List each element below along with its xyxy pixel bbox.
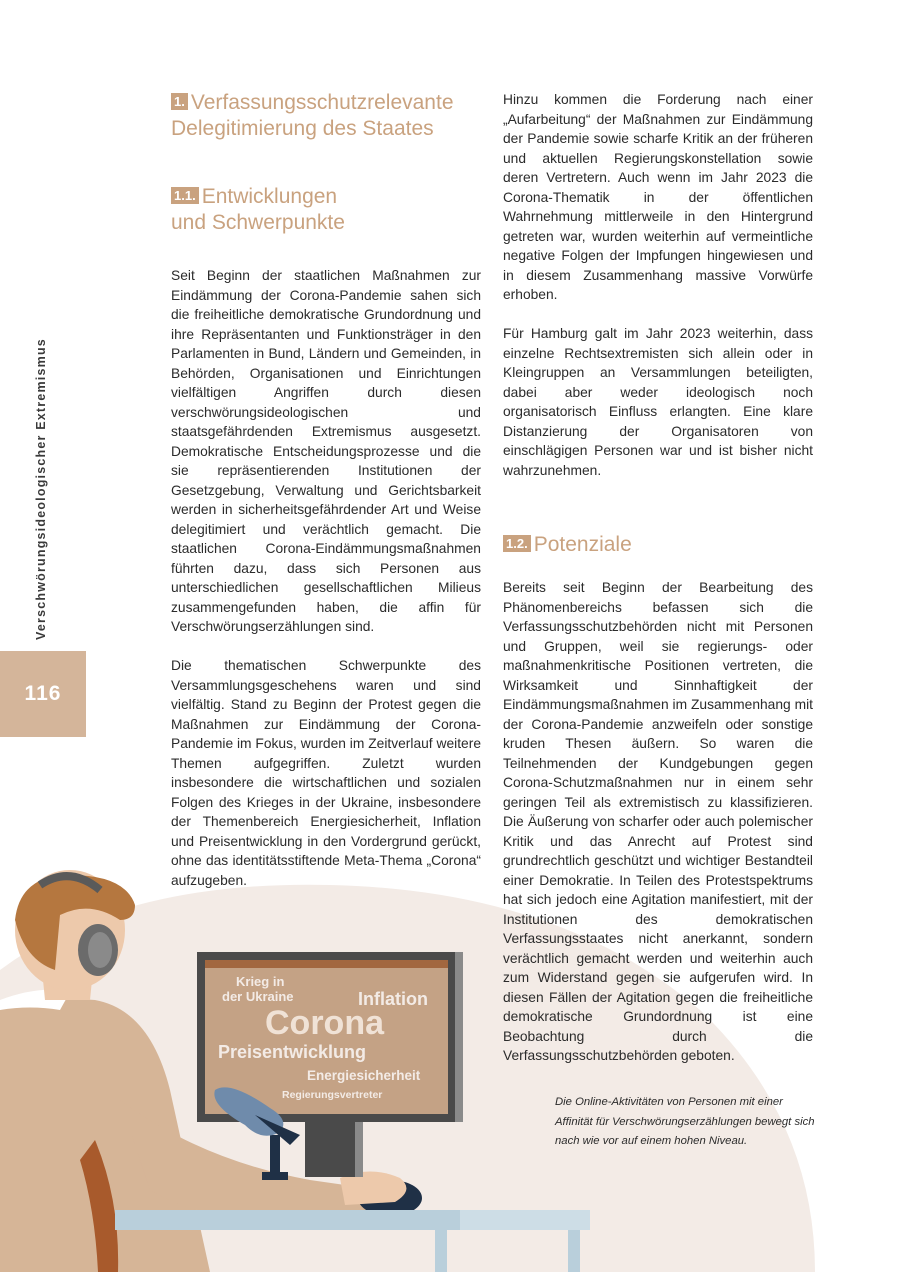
section-1-heading [171,90,481,142]
screen-word-preis: Preisentwicklung [218,1042,367,1062]
desk-leg [568,1230,580,1272]
screen-word-regierung: Regierungsvertreter [282,1089,383,1101]
section-1-2-title: Potenziale [533,533,632,556]
microphone-stand [270,1135,280,1177]
section-1-number: 1. [171,93,188,110]
section-1-title: Verfassungsschutzrelevante Delegitimierung des Staates [171,91,454,140]
right-paragraph: Für Hamburg galt im Jahr 2023 weiterhin, dass einzelne Rechtsextremisten sich allein oder in Kleingruppen an Versammlungen beteiligten, dabei aber weder ideologisch noch organisatorisch Einfluss erlangten. Eine klare Distanzierung der Organisatoren von einschlägigen Personen war und ist bisher nicht wahrzunehmen. [503,326,813,478]
side-section-label: Verschwörungsideologischer Extremismus [34,338,48,640]
image-caption: Die Online-Aktivitäten von Personen mit einer Affinität für Verschwörungserzählungen bewegt sich nach wie vor auf einem hohen Niveau. [555,1096,815,1147]
section-1-1-title-line1: Entwicklungen [201,185,338,208]
right-column [503,90,813,1066]
screen-word-krieg: Krieg in [236,974,285,989]
section-1-1-heading [171,184,481,236]
screen-word-inflation: Inflation [358,989,428,1009]
page-number: 116 [0,651,86,737]
left-paragraph: Die thematischen Schwerpunkte des Versammlungsgeschehens waren und sind vielfältig. Stand zu Beginn der Protest gegen die Maßnahmen zur Eindämmung der Corona-Pandemie im Fokus, wurden im Zeitverlauf weitere Themen aufgegriffen. Zuletzt wurden insbesondere die wirtschaftlichen und sozialen Folgen des Krieges in der Ukraine, insbesondere der Themenbereich Energiesicherheit, Inflation und Preisentwicklung in den Vordergrund gerückt, ohne das identitätsstiftende Meta-Thema „Corona“ aufzugeben. [171,658,481,888]
section-1-1-title-line2: und Schwerpunkte [171,211,345,234]
desk-leg [435,1230,447,1272]
screen-word-ukraine: der Ukraine [222,989,294,1004]
left-paragraph: Seit Beginn der staatlichen Maßnahmen zur Eindämmung der Corona-Pandemie sahen sich die freiheitliche demokratische Grundordnung und ihre Repräsentanten und Funktionsträger in den Parlamenten in Bund, Ländern und Gemeinden, in Behörden, Organisationen und Einrichtungen vielfältigen Angriffen durch diesen verschwörungsideologischen und staatsgefährdenden Extremismus ausgesetzt. Demokratische Entscheidungsprozesse und die sie repräsentierenden Institutionen der Gesetzgebung, Verwaltung und Gerichtsbarkeit werden in sicherheitsgefährdender Art und Weise delegitimiert und verächtlich gemacht. Die staatlichen Corona-Eindämmungsmaßnahmen führten dazu, dass sich Personen aus unterschiedlichen gesellschaftlichen Milieus zusammengefunden haben, die affin für Verschwörungserzählungen sind. [171,268,481,634]
left-column [171,90,481,890]
right-paragraph: Hinzu kommen die Forderung nach einer „Aufarbeitung“ der Maßnahmen zur Eindämmung der Pandemie sowie scharfe Kritik an der früheren und aktuellen Regierungskonstellation sowie deren Vertretern. Auch wenn im Jahr 2023 die Corona-Thematik in der öffentlichen Wahrnehmung mittlerweile in den Hintergrund getreten war, wurden weiterhin auf vermeintliche negative Folgen der Impfungen hingewiesen und in diesem Zusammenhang massive Vorwürfe erhoben. [503,92,813,302]
section-1-1-number: 1.1. [171,187,199,204]
section-1-2-number: 1.2. [503,535,531,552]
section-1-2-heading [503,532,813,558]
right-paragraph: Bereits seit Beginn der Bearbeitung des Phänomenbereichs befassen sich die Verfassungsschutzbehörden nicht mit Personen und Gruppen, weil sie regierungs- oder maßnahmenkritische Positionen vertreten, die Wirksamkeit und Sinnhaftigkeit der Eindämmungsmaßnahmen im Zusammenhang mit der Corona-Pandemie anzweifeln oder sonstige kruden Thesen äußern. So waren die Teilnehmenden der Kundgebungen gegen Corona-Schutzmaßnahmen nur in einem sehr geringen Teil als extremistisch zu klassifizieren. Die Äußerung von scharfer oder auch polemischer Kritik und das Anrecht auf Protest sind grundrechtlich geschützt und wichtiger Bestandteil einer Demokratie. In Teilen des Protestspektrums hat sich jedoch eine Agitation manifestiert, mit der Institutionen des demokratischen Verfassungsstaates nicht anerkannt, sondern verächtlich gemacht werden und weiterhin auch zum Widerstand gegen sie aufgerufen wird. In diesen Fällen der Agitation gegen die freiheitliche demokratische Grundordnung ist eine Beobachtung durch die Verfassungsschutzbehörden geboten. [503,580,813,1063]
monitor-stand [305,1115,360,1177]
screen-word-energie: Energiesicherheit [307,1068,421,1083]
screen-word-corona: Corona [265,1004,384,1042]
